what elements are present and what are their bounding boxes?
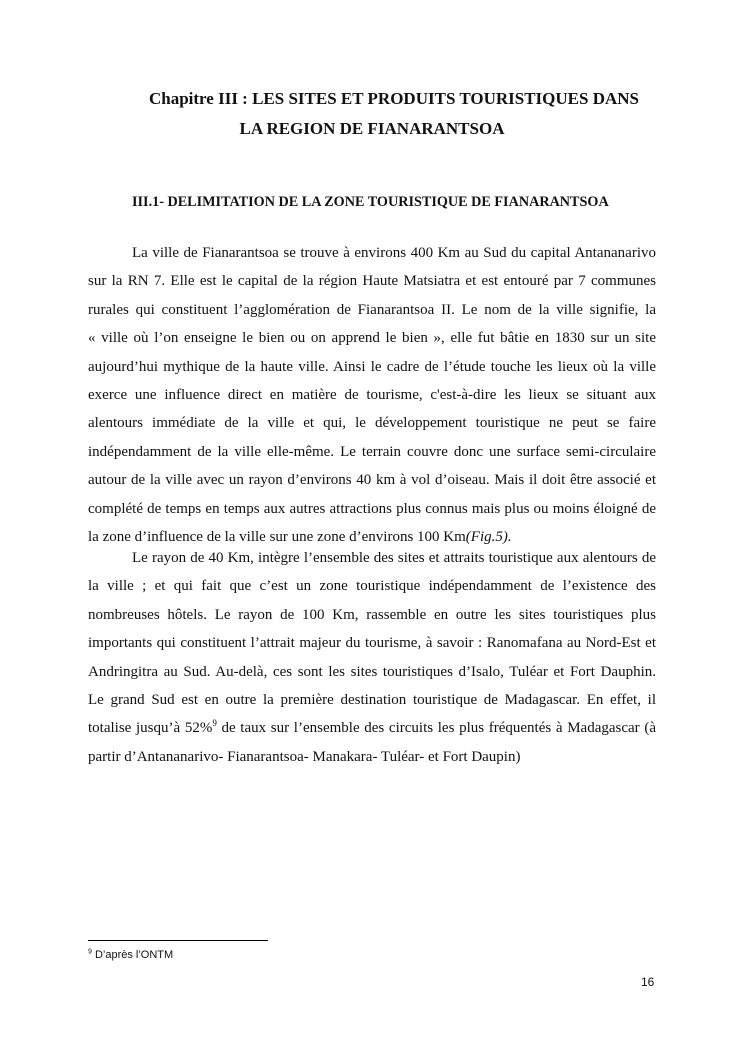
text-line: Le rayon de 40 Km, intègre l’ensemble des sites et attraits touristique aux alentours de	[132, 550, 656, 566]
footnote-text: D’après l’ONTM	[91, 949, 174, 961]
text-line: La ville de Fianarantsoa se trouve à environs 400 Km au Sud du capital Antananarivo	[132, 245, 656, 261]
text-line: totalise jusqu’à 52%$^9$ de taux sur l’ensemble des circuits les plus fréquentés à Madagascar (à	[88, 718, 656, 737]
page-number: 16	[641, 975, 655, 989]
text-line: alentours immédiate de la ville et qui, le développement touristique ne peut se faire	[88, 415, 656, 432]
footnote-marker: 9	[88, 948, 92, 956]
text-line: importants qui constituent l’attrait majeur du tourisme, à savoir : Ranomafana au Nord-Est et	[88, 635, 656, 652]
chapter-title-line1: Chapitre III : LES SITES ET PRODUITS TOURISTIQUES DANS	[148, 89, 640, 108]
text-line: autour de la ville avec un rayon d’environs 40 km à vol d’oiseau. Mais il doit être associé et	[88, 472, 656, 489]
text-line: partir d’Antananarivo- Fianarantsoa- Manakara- Tuléar- et Fort Daupin)	[88, 748, 521, 765]
text-line: « ville où l’on enseigne le bien ou on apprend le bien », elle fut bâtie en 1830 sur un site	[88, 330, 656, 347]
footnote-separator	[88, 940, 268, 941]
paragraph-1	[88, 239, 656, 551]
text-line: complété de temps en temps aux autres attractions plus connus mais plus ou moins éloigné de	[88, 500, 656, 517]
text-line: exerce une influence direct en matière de tourisme, c'est-à-dire les lieux se situant aux	[88, 386, 656, 403]
chapter-title-line2: LA REGION DE FIANARANTSOA	[239, 119, 505, 138]
text-line: aujourd’hui mythique de la haute ville. Ainsi le cadre de l’étude touche les lieux où la ville	[88, 358, 656, 375]
text-line: la ville ; et qui fait que c’est un zone touristique indépendamment de l’existence des	[88, 578, 656, 595]
text-line: Le grand Sud est en outre la première destination touristique de Madagascar. En effet, il	[88, 691, 656, 708]
text-line: la zone d’influence de la ville sur une zone d’environs 100 Km(Fig.5).	[88, 528, 512, 545]
text-line: rurales qui constituent l’agglomération de Fianarantsoa II. Le nom de la ville signifie, la	[88, 301, 656, 318]
section-heading: III.1- DELIMITATION DE LA ZONE TOURISTIQUE DE FIANARANTSOA	[132, 194, 609, 210]
text-line: indépendamment de la ville elle-même. Le terrain couvre donc une surface semi-circulaire	[88, 443, 656, 460]
paragraph-2	[88, 544, 656, 771]
text-line: Andringitra au Sud. Au-delà, ces sont les sites touristiques d’Isalo, Tuléar et Fort Dauphin.	[88, 663, 656, 680]
text-line: nombreuses hôtels. Le rayon de 100 Km, rassemble en outre les sites touristiques plus	[88, 606, 656, 623]
figure-reference[interactable]: (Fig.5).	[465, 528, 512, 545]
footnote-reference[interactable]: 9	[212, 718, 217, 729]
footnote	[88, 949, 173, 961]
text-line: sur la RN 7. Elle est le capital de la région Haute Matsiatra et est entouré par 7 communes	[88, 273, 656, 290]
